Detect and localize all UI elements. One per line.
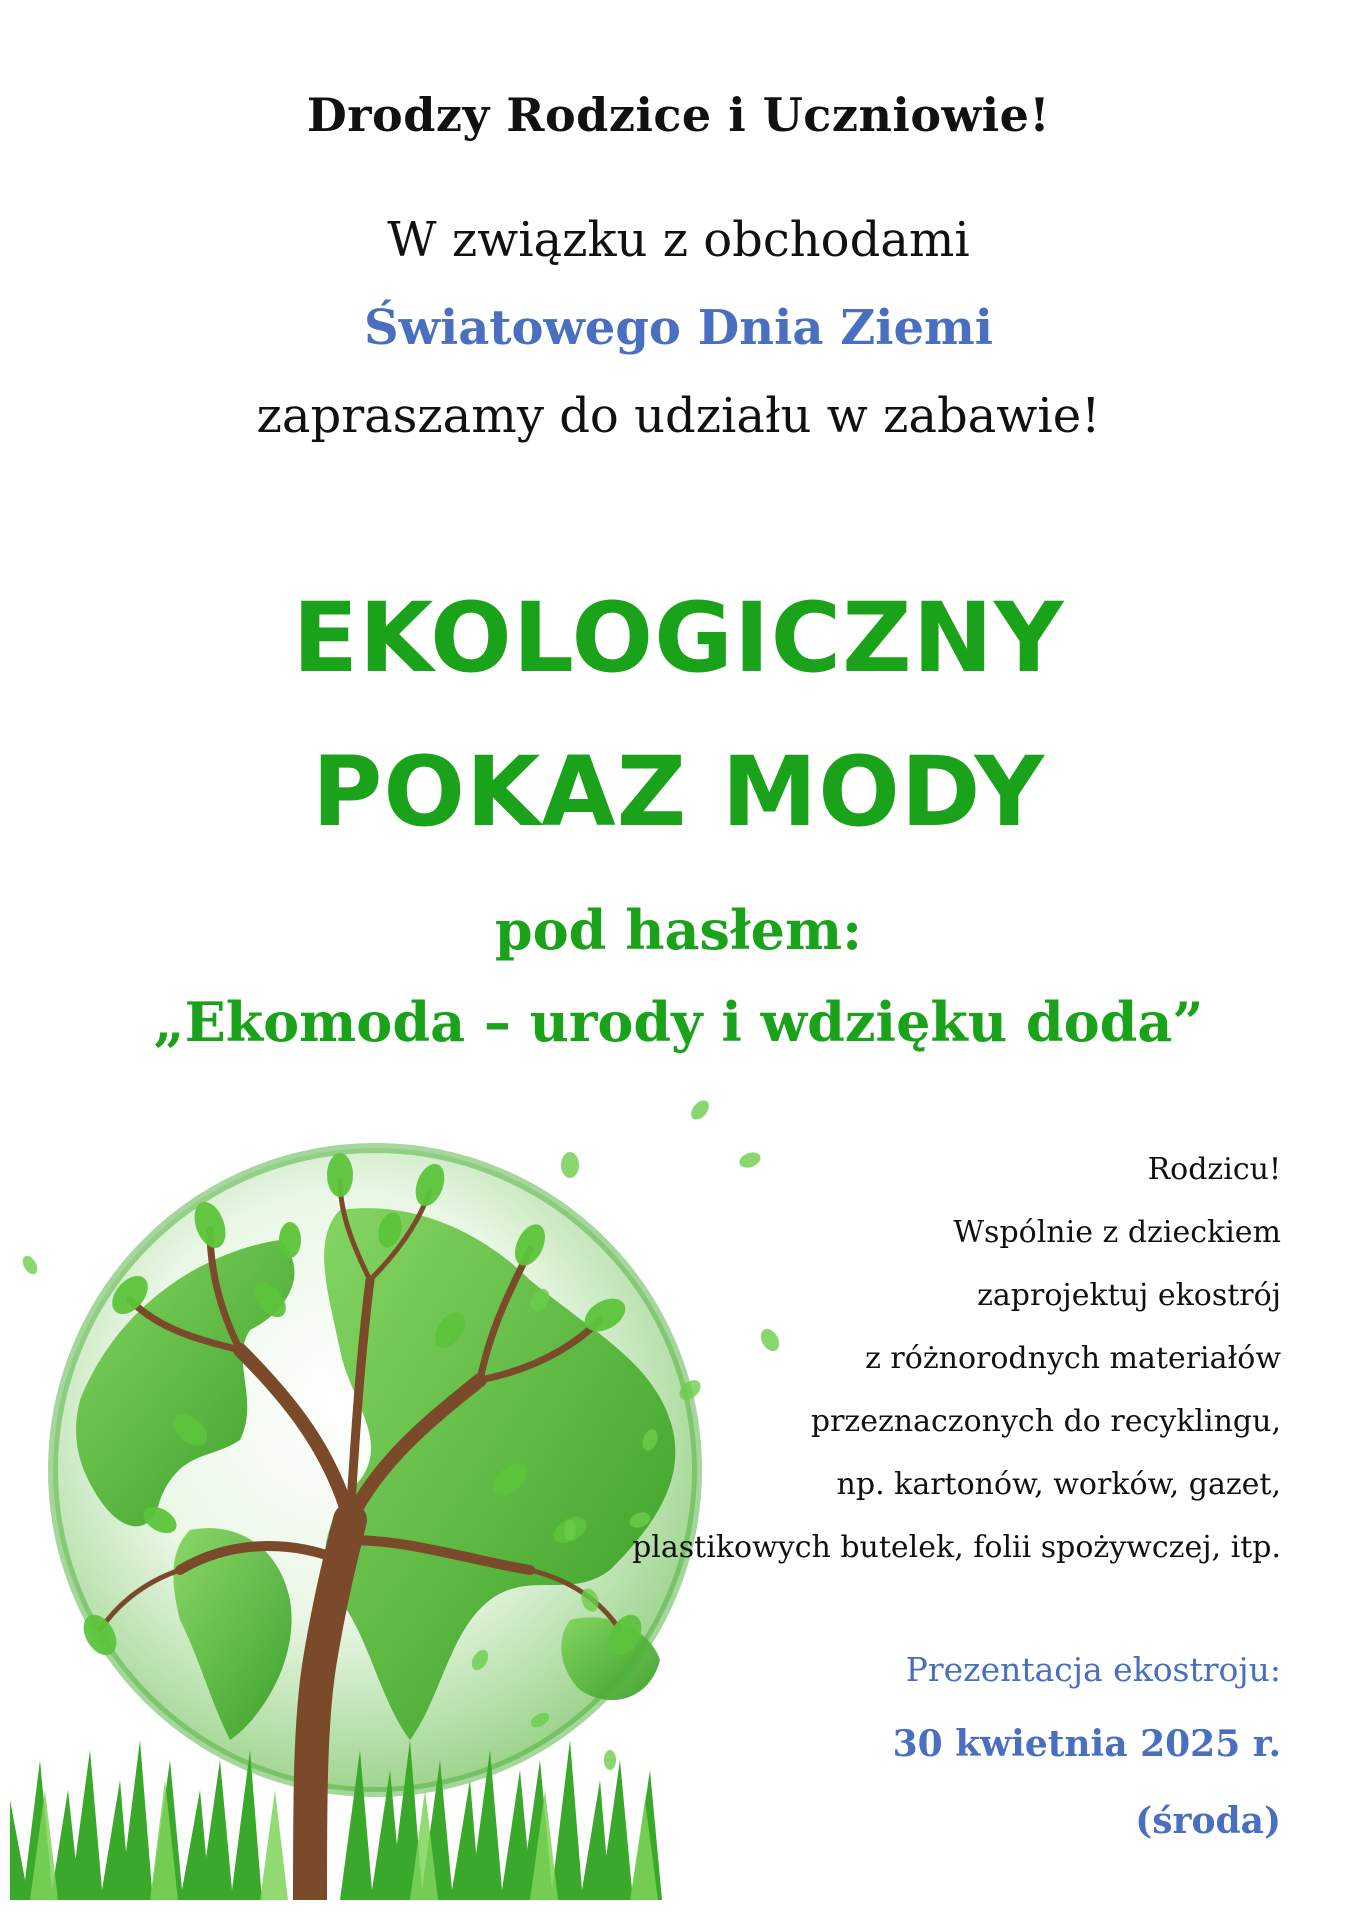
motto: „Ekomoda – urody i wdzięku doda” — [153, 990, 1204, 1054]
instruction-line: np. kartonów, worków, gazet, — [836, 1467, 1281, 1502]
invitation-line: zapraszamy do udziału w zabawie! — [256, 388, 1101, 444]
presentation-date: 30 kwietnia 2025 r. — [892, 1723, 1281, 1765]
instruction-line: plastikowych butelek, folii spożywczej, itp. — [632, 1530, 1281, 1565]
instructions-block — [381, 1138, 1281, 1579]
presentation-day: (środa) — [1135, 1800, 1281, 1842]
instruction-line: z różnorodnych materiałów — [865, 1341, 1281, 1376]
intro-line: W związku z obchodami — [387, 212, 970, 268]
instruction-line: Wspólnie z dzieckiem — [953, 1215, 1281, 1250]
instruction-line: Rodzicu! — [1147, 1152, 1281, 1187]
event-title-line-2: POKAZ MODY — [311, 736, 1046, 848]
greeting-heading: Drodzy Rodzice i Uczniowie! — [306, 88, 1051, 142]
earth-day-name: Światowego Dnia Ziemi — [363, 300, 994, 356]
presentation-label: Prezentacja ekostroju: — [905, 1650, 1281, 1689]
motto-label: pod hasłem: — [494, 898, 863, 962]
event-title-line-1: EKOLOGICZNY — [292, 582, 1065, 694]
instruction-line: przeznaczonych do recyklingu, — [810, 1404, 1281, 1439]
instruction-line: zaprojektuj ekostrój — [977, 1278, 1281, 1313]
